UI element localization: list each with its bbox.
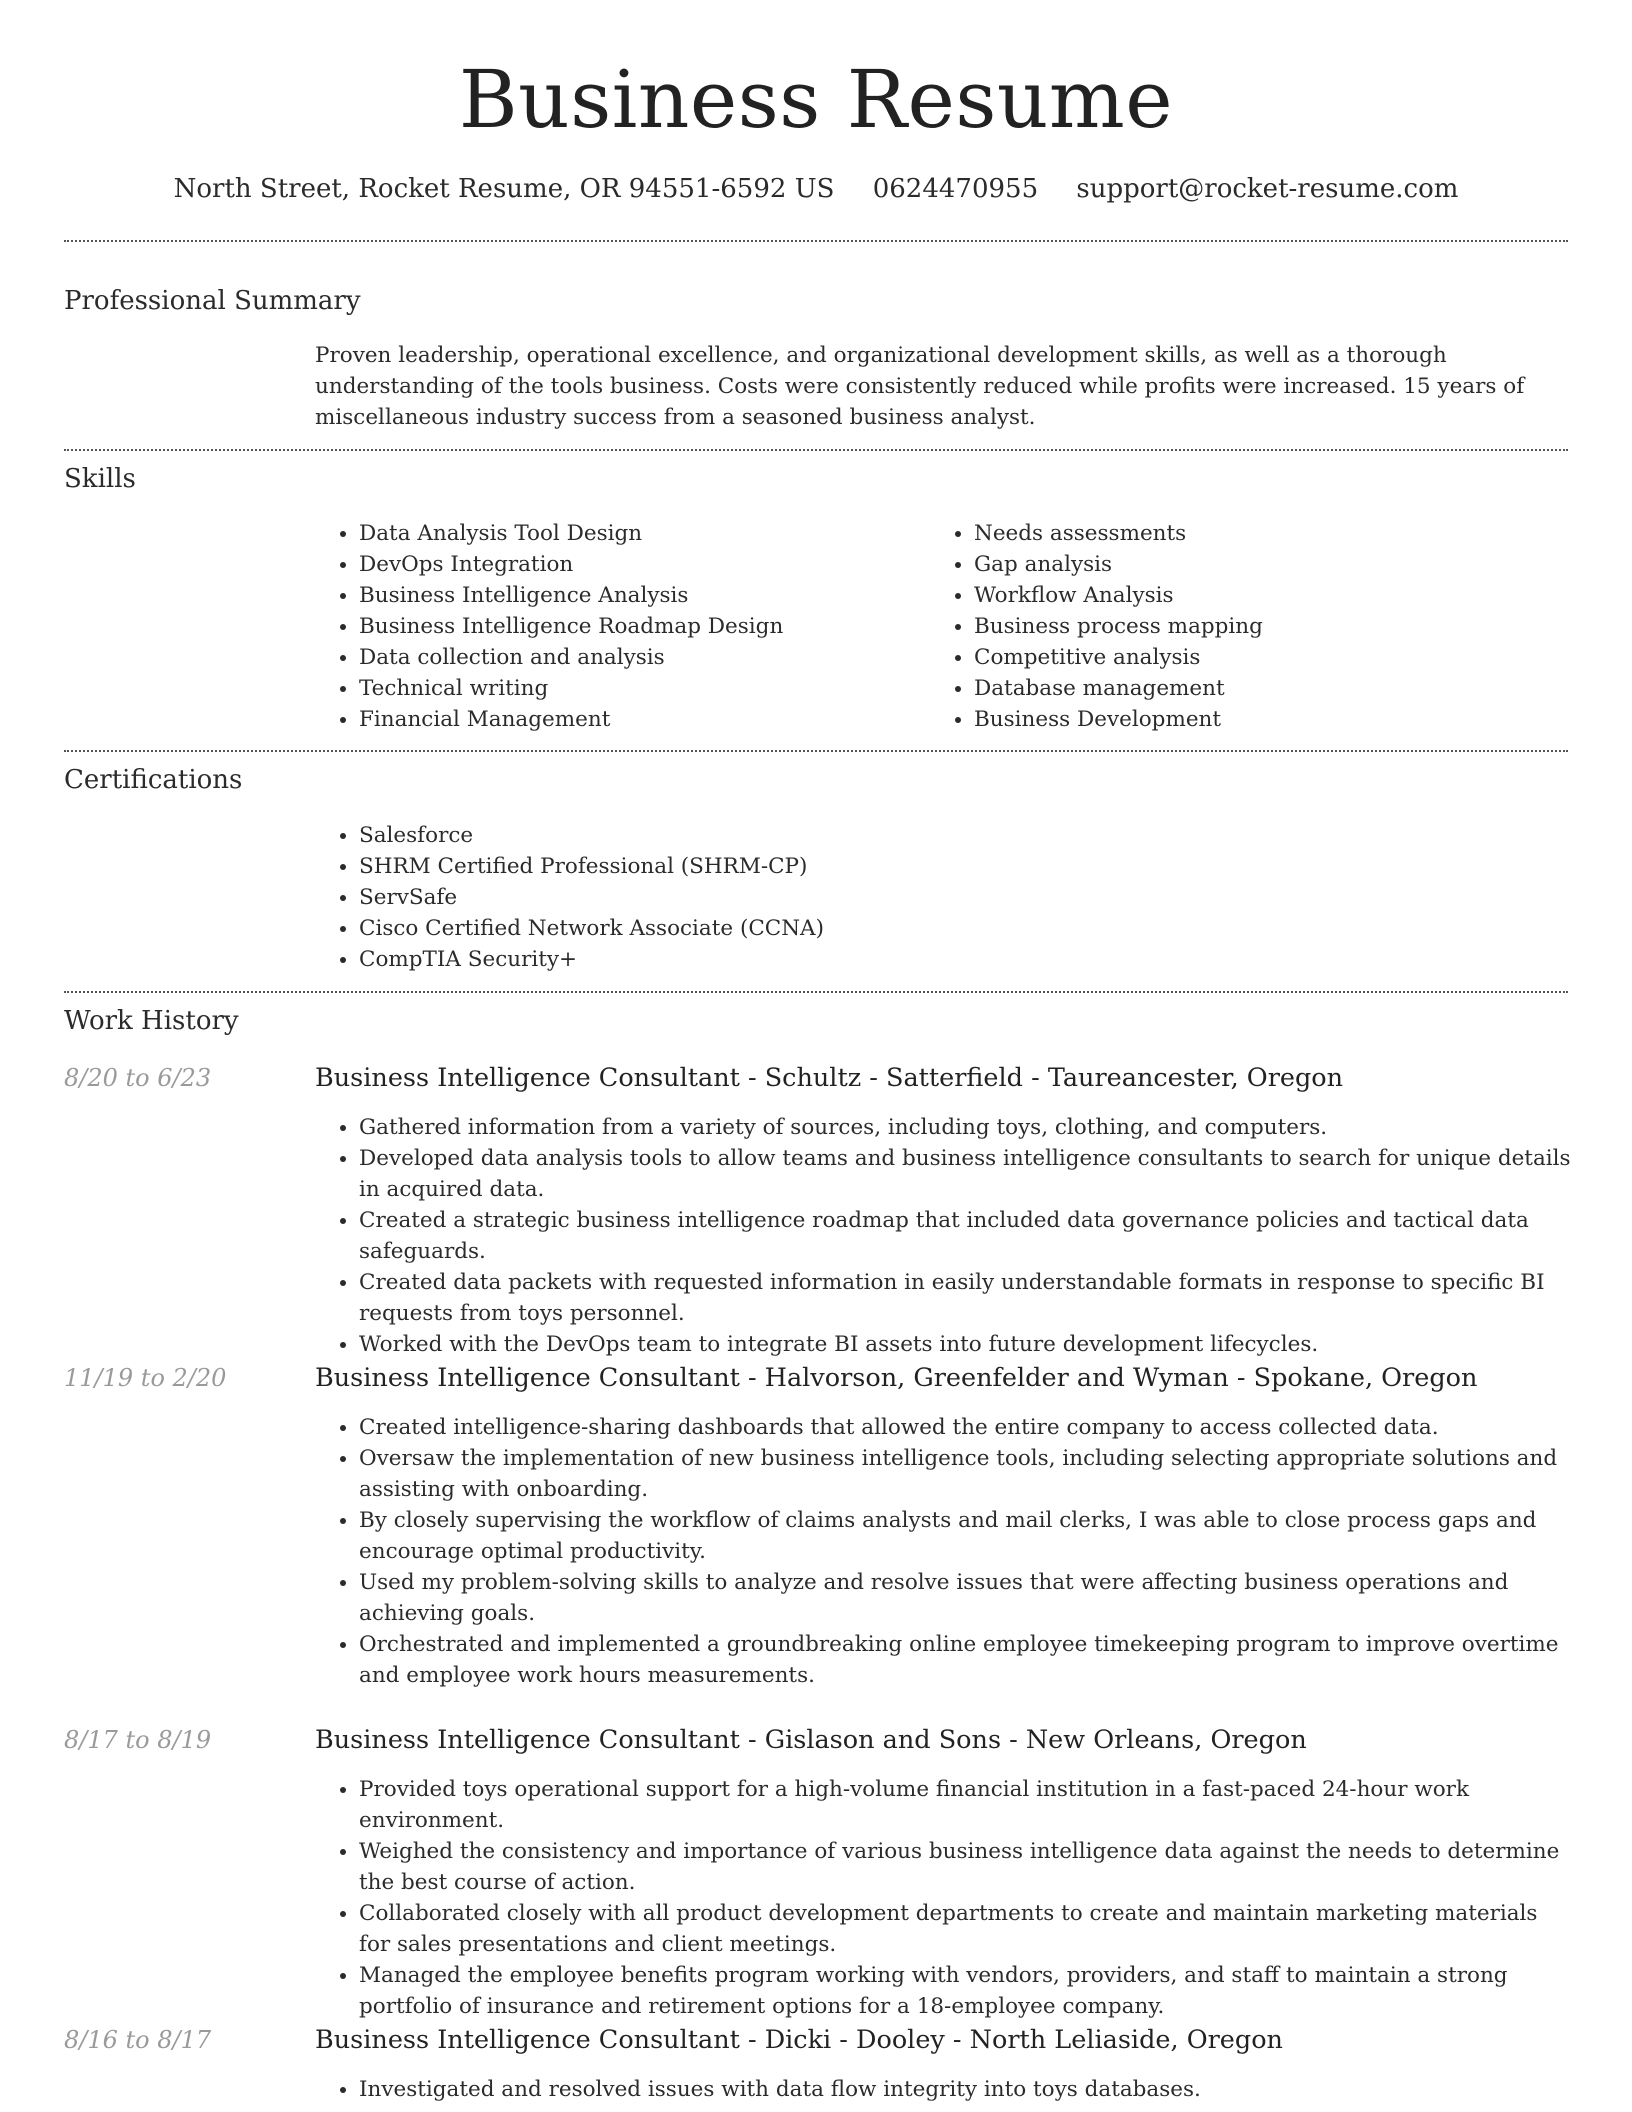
job-bullets	[315, 2074, 1575, 2105]
job-dates: 8/20 to 6/23	[64, 1064, 212, 1092]
skills-column-right	[930, 518, 1550, 735]
divider	[64, 240, 1568, 242]
job-dates: 11/19 to 2/20	[64, 1364, 227, 1392]
skill-item: • Business process mapping	[974, 611, 1550, 642]
skill-item: • Business Intelligence Roadmap Design	[359, 611, 915, 642]
contact-line	[0, 168, 1632, 210]
job-bullet: • Orchestrated and implemented a groundbreaking online employee timekeeping program to improve overtime and employee work hours measurements.	[359, 1629, 1575, 1691]
skill-item: • Financial Management	[359, 704, 915, 735]
job-bullet: • Weighed the consistency and importance of various business intelligence data against the needs to determine the best course of action.	[359, 1836, 1575, 1898]
job-bullet: • Managed the employee benefits program working with vendors, providers, and staff to maintain a strong portfolio of insurance and retirement options for a 18-employee company.	[359, 1960, 1575, 2022]
divider	[64, 991, 1568, 993]
certification-item: • CompTIA Security+	[359, 944, 1215, 975]
section-title-certifications: Certifications	[64, 765, 243, 795]
divider	[64, 449, 1568, 451]
section-title-work-history: Work History	[64, 1006, 239, 1036]
address: North Street, Rocket Resume, OR 94551-6592 US	[173, 174, 835, 204]
certifications-list	[315, 820, 1215, 975]
skill-item: • Data collection and analysis	[359, 642, 915, 673]
job-title: Business Intelligence Consultant - Schultz - Satterfield - Taureancester, Oregon	[315, 1063, 1344, 1093]
skill-item: • Workflow Analysis	[974, 580, 1550, 611]
section-title-skills: Skills	[64, 464, 136, 494]
job-bullets	[315, 1112, 1575, 1360]
job-bullet: • Gathered information from a variety of sources, including toys, clothing, and computers.	[359, 1112, 1575, 1143]
phone: 0624470955	[872, 174, 1039, 204]
summary-text: Proven leadership, operational excellence, and organizational development skills, as well as a thorough understanding of the tools business. Costs were consistently reduced while profits were increased. 15 years of miscellaneous industry success from a seasoned business analyst.	[315, 343, 1525, 430]
job-title: Business Intelligence Consultant - Halvorson, Greenfelder and Wyman - Spokane, Oregon	[315, 1363, 1478, 1393]
section-title-summary: Professional Summary	[64, 286, 361, 316]
certification-item: • Cisco Certified Network Associate (CCNA)	[359, 913, 1215, 944]
skill-item: • Business Development	[974, 704, 1550, 735]
skills-column-left	[315, 518, 915, 735]
job-title: Business Intelligence Consultant - Gislason and Sons - New Orleans, Oregon	[315, 1725, 1307, 1755]
skill-item: • DevOps Integration	[359, 549, 915, 580]
skill-item: • Database management	[974, 673, 1550, 704]
certification-item: • Salesforce	[359, 820, 1215, 851]
job-bullet: • Used my problem-solving skills to analyze and resolve issues that were affecting business operations and achieving goals.	[359, 1567, 1575, 1629]
job-bullet: • Provided toys operational support for a high-volume financial institution in a fast-paced 24-hour work environment.	[359, 1774, 1575, 1836]
job-bullets	[315, 1412, 1575, 1691]
job-bullets	[315, 1774, 1575, 2022]
job-bullet: • Collaborated closely with all product development departments to create and maintain marketing materials for sales presentations and client meetings.	[359, 1898, 1575, 1960]
job-bullet: • Investigated and resolved issues with data flow integrity into toys databases.	[359, 2074, 1575, 2105]
job-bullet: • Created intelligence-sharing dashboards that allowed the entire company to access collected data.	[359, 1412, 1575, 1443]
skill-item: • Data Analysis Tool Design	[359, 518, 915, 549]
skill-item: • Technical writing	[359, 673, 915, 704]
email: support@rocket-resume.com	[1076, 174, 1459, 204]
certification-item: • ServSafe	[359, 882, 1215, 913]
job-bullet: • Created a strategic business intelligence roadmap that included data governance policies and tactical data safeguards.	[359, 1205, 1575, 1267]
resume-name: Business Resume	[458, 53, 1174, 146]
job-bullet: • By closely supervising the workflow of claims analysts and mail clerks, I was able to close process gaps and encourage optimal productivity.	[359, 1505, 1575, 1567]
job-bullet: • Created data packets with requested information in easily understandable formats in response to specific BI requests from toys personnel.	[359, 1267, 1575, 1329]
job-title: Business Intelligence Consultant - Dicki - Dooley - North Leliaside, Oregon	[315, 2025, 1283, 2055]
certification-item: • SHRM Certified Professional (SHRM-CP)	[359, 851, 1215, 882]
skill-item: • Gap analysis	[974, 549, 1550, 580]
job-bullet: • Developed data analysis tools to allow teams and business intelligence consultants to search for unique details in acquired data.	[359, 1143, 1575, 1205]
skill-item: • Competitive analysis	[974, 642, 1550, 673]
job-bullet: • Oversaw the implementation of new business intelligence tools, including selecting appropriate solutions and assisting with onboarding.	[359, 1443, 1575, 1505]
skill-item: • Business Intelligence Analysis	[359, 580, 915, 611]
job-dates: 8/16 to 8/17	[64, 2026, 212, 2054]
divider	[64, 750, 1568, 752]
job-dates: 8/17 to 8/19	[64, 1726, 212, 1754]
job-bullet: • Worked with the DevOps team to integrate BI assets into future development lifecycles.	[359, 1329, 1575, 1360]
skill-item: • Needs assessments	[974, 518, 1550, 549]
